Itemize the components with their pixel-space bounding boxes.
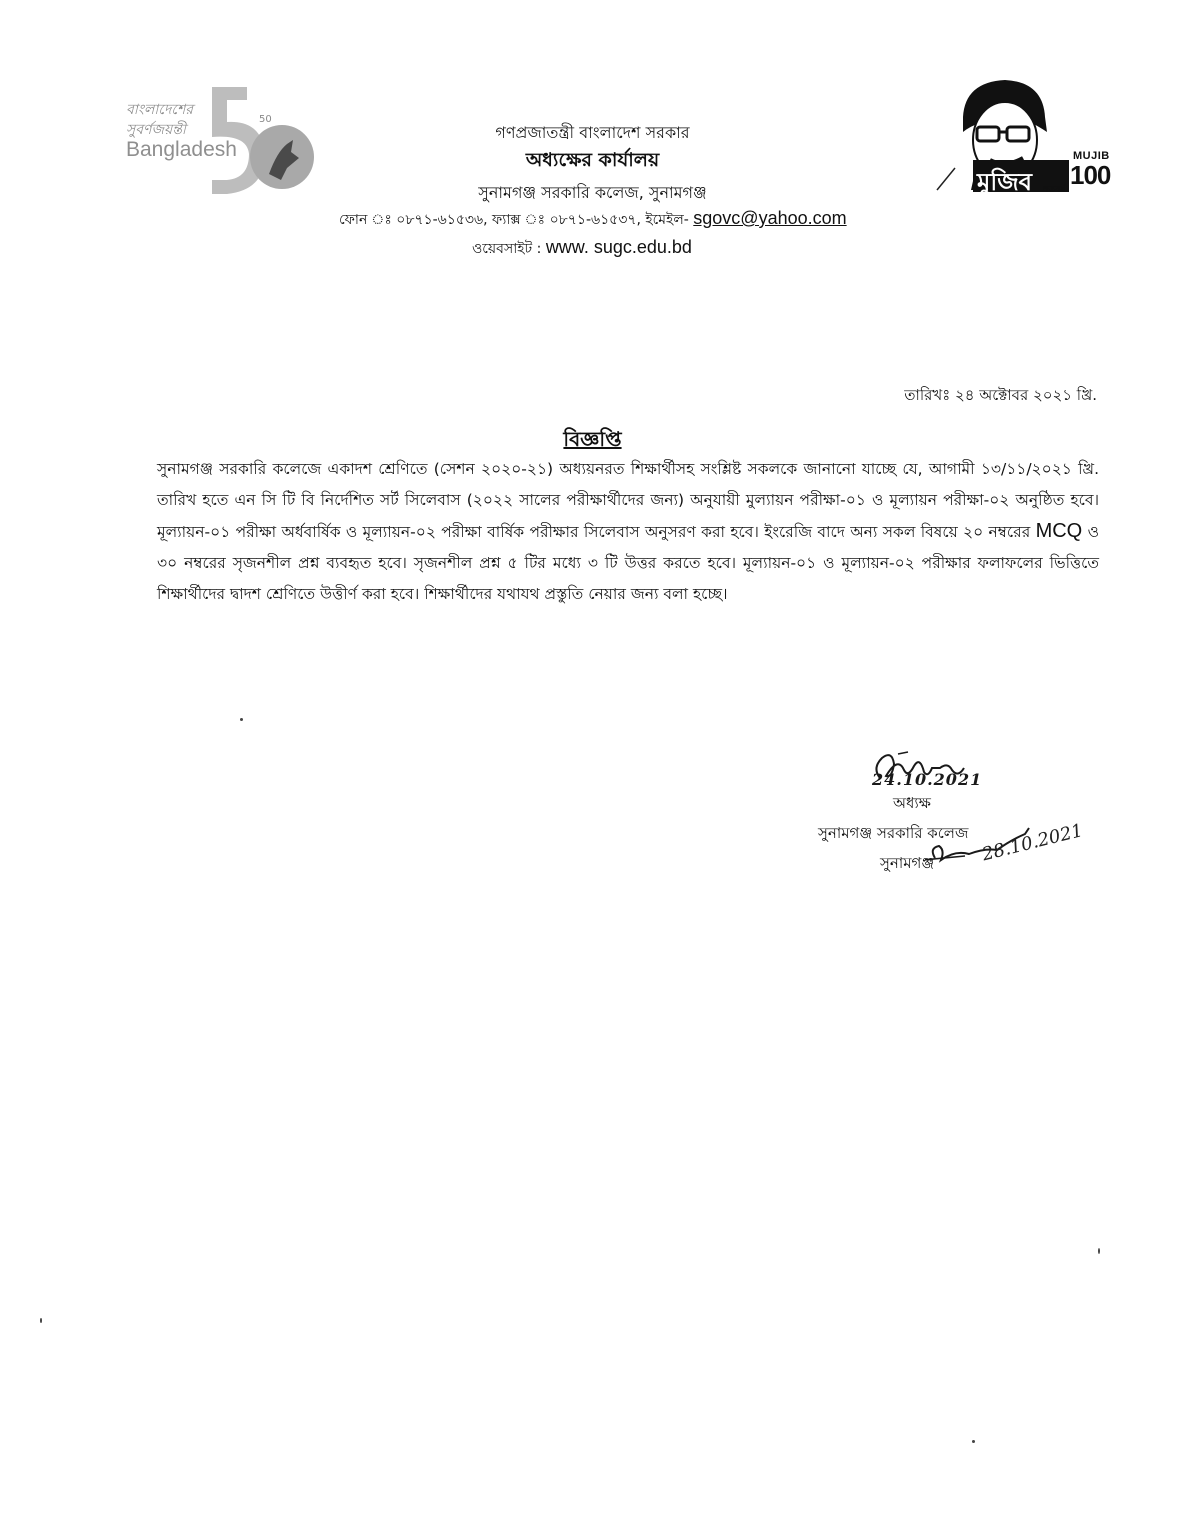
website-prefix: ওয়েবসাইট : [472, 241, 546, 257]
forwarded-date: 28.10.2021 [980, 820, 1086, 866]
college-address: সুনামগঞ্জ সরকারি কলেজ, সুনামগঞ্জ [478, 183, 707, 202]
website-link[interactable]: www. sugc.edu.bd [545, 237, 692, 257]
jubilee-number: 50 [259, 114, 272, 125]
office-name: অধ্যক্ষের কার্যালয় [525, 149, 660, 171]
logo-line2: সুবর্ণজয়ন্তী [126, 122, 186, 138]
notice-body-part1: সুনামগঞ্জ সরকারি কলেজে একাদশ শ্রেণিতে (সেশন ২০২০-২১) অধ্যয়নরত শিক্ষার্থীসহ সংশ্লিষ্ট সকলকে জানানো যাচ্ছে যে, আগামী ১৩/১১/২০২১ খ্রি. তারিখ হতে এন সি টি বি নির্দেশিত সর্ট সিলেবাস (২০২২ সালের পরীক্ষার্থীদের জন্য) অনুযায়ী মুল্যায়ন পরীক্ষা-০১ ও মূল্যায়ন পরীক্ষা-০২ অনুষ্ঠিত হবে। মূল্যায়ন-০১ পরীক্ষা অর্ধবার্ষিক ও মূল্যায়ন-০২ পরীক্ষা বার্ষিক পরীক্ষার সিলেবাস অনুসরণ করা হবে। ইংরেজি বাদে অন্য সকল বিষয়ে ২০ নম্বরের [157, 460, 1099, 541]
email-link[interactable]: sgovc@yahoo.com [693, 208, 847, 228]
signature-title: অধ্যক্ষ [893, 794, 931, 812]
government-name: গণপ্রজাতন্ত্রী বাংলাদেশ সরকার [495, 123, 690, 142]
mujib-bn-text: মুজিব [977, 168, 1033, 196]
contact-line [339, 208, 847, 232]
signature-college: সুনামগঞ্জ সরকারি কলেজ [818, 824, 969, 842]
mujib-en-text: MUJIB [1073, 150, 1110, 162]
scan-speck [240, 718, 243, 721]
notice-date: তারিখঃ ২৪ অক্টোবর ২০২১ খ্রি. [904, 386, 1097, 404]
scan-speck [972, 1440, 975, 1443]
notice-body-mcq: MCQ [1035, 520, 1083, 542]
logo-line1: বাংলাদেশের [126, 102, 193, 118]
notice-body [157, 454, 1099, 610]
notice-title-text: বিজ্ঞপ্তি [563, 427, 622, 451]
logo-country: Bangladesh [126, 138, 237, 161]
signature-date: 24.10.2021 [872, 770, 983, 789]
scan-speck [1098, 1248, 1100, 1254]
notice-body-part2: ও ৩০ নম্বরের সৃজনশীল প্রশ্ন ব্যবহৃত হবে। সৃজনশীল প্রশ্ন ৫ টির মধ্যে ৩ টি উত্তর করতে হবে। মূল্যায়ন-০১ ও মূল্যায়ন-০২ পরীক্ষার ফলাফলের ভিত্তিতে শিক্ষার্থীদের দ্বাদশ শ্রেণিতে উত্তীর্ণ করা হবে। শিক্ষার্থীদের যথাযথ প্রস্তুতি নেয়ার জন্য বলা হচ্ছে। [157, 523, 1100, 603]
mujib-sub-text: শতবর্ষ [1043, 185, 1066, 195]
contact-prefix: ফোন ঃ ০৮৭১-৬১৫৩৬, ফ্যাক্স ঃ ০৮৭১-৬১৫৩৭, ইমেইল- [339, 212, 694, 228]
scan-speck [40, 1318, 42, 1323]
signature-place: সুনামগঞ্জ [880, 854, 935, 872]
website-line [472, 237, 692, 261]
mujib-100-number: 100 [1070, 160, 1111, 190]
